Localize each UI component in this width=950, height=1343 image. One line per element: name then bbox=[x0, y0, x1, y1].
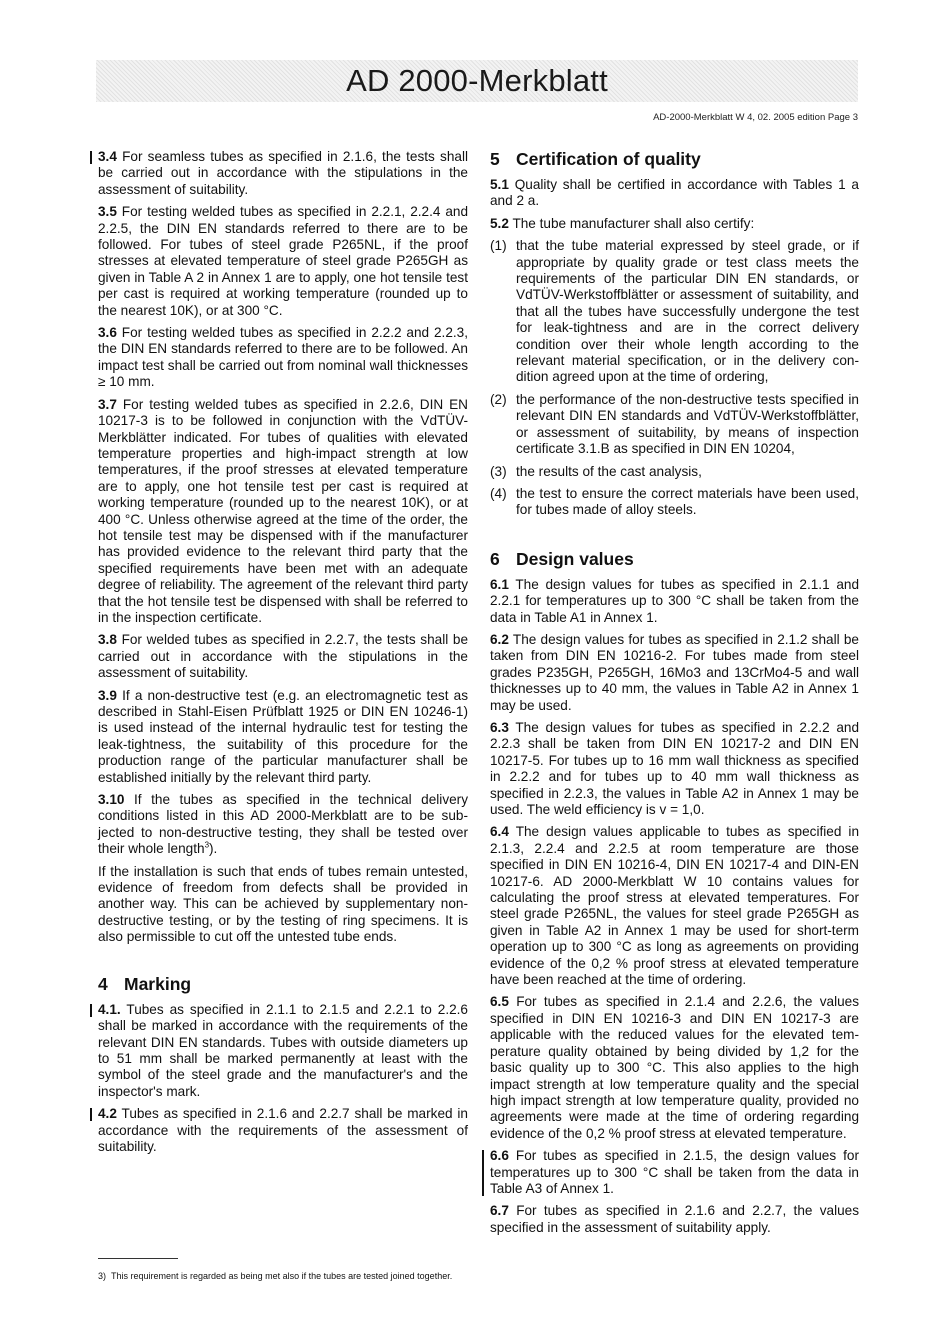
list-item: (4) the test to ensure the correct materials have been used, for tubes made of alloy steels. bbox=[490, 485, 859, 518]
section-5-heading: 5 Certification of quality bbox=[490, 149, 701, 169]
list-item: (1) that the tube material expressed by steel grade, or if appropriate by quality grade or test class meets the requirements of the particular DIN EN standards, or VdTÜV-Werkstoffblätter or assessment of suitability, and that all the tubes have successfully undergone the test for leak-tightness and are in the correct delivery condition over their whole length according to the relevant material specification, or in the delivery condition agreed upon at the time of ordering, bbox=[490, 238, 859, 385]
clause-3-10: 3.10 If the tubes as specified in the technical delivery conditions listed in this AD 2000-Merkblatt are to be subjected to non-destructive testing, they shall be tested over their whole length$^3$). bbox=[98, 792, 468, 857]
clause-6-2: 6.2 The design values for tubes as specified in 2.1.2 shall be taken from DIN EN 10216-2. For tubes made from steel grades P235GH, P265GH, 16Mo3 and 13CrMo4-5 and wall thicknesses up to 40 mm, the values in Table A2 in Annex 1 may be used. bbox=[490, 631, 859, 713]
clause-6-7: 6.7 For tubes as specified in 2.1.6 and 2.2.7, the values specified in the assessment of suitability apply. bbox=[490, 1203, 860, 1235]
footnote-rule bbox=[98, 1258, 178, 1259]
clause-5-2: 5.2 The tube manufacturer shall also certify: bbox=[490, 215, 755, 231]
section-4-heading: 4 Marking bbox=[98, 973, 192, 994]
clause-6-6: 6.6 For tubes as specified in 2.1.5, the design values for temperatures up to 300 °C shall be taken from the data in Table A3 of Annex 1. bbox=[490, 1148, 859, 1196]
footnote-mark: 3) bbox=[98, 1271, 107, 1281]
clause-3-5: 3.5 For testing welded tubes as specified in 2.2.1, 2.2.4 and 2.2.5, the DIN EN standards referred to there are to be followed. For tubes of steel grade P265NL, if the proof stresses at elevated temperature of steel grade P265GH as given in Table A 2 in Annex 1 are to apply, one hot tensile test per cast is required at working temperature (rounded up to the nearest 10K), or at 300 °C. bbox=[98, 204, 469, 318]
footnote-ref: 3 bbox=[204, 840, 210, 850]
footnote bbox=[98, 1271, 470, 1282]
clause-3-9: 3.9 If a non-destructive test (e.g. an electromagnetic test as described in Stahl-Eisen Prüfblatt 1925 or DIN EN 10246-1) is used instead of the internal hydraulic test for testing the leak-tightness, the suitability of this procedure for the production range of the particular manufacturer shall be established initially by the relevant third party. bbox=[98, 687, 469, 785]
list-item: (2) the performance of the non-destructive tests specified in relevant DIN EN standards and VdTÜV-Werkstoffblätter, or assessment of suitability, by means of inspection certificate 3.1.B as specified in DIN EN 10204, bbox=[490, 391, 859, 457]
clause-6-4: 6.4 The design values applicable to tubes as specified in 2.1.3, 2.2.4 and 2.2.5 at room temperature are those specified in DIN EN 10216-4, DIN EN 10217-4 and DIN-EN 10217-6. AD 2000-Merkblatt W 10 contains values for calculating the proof stress at elevated temperatures. For steel grade P265NL, the values for steel grade P265GH as given in Table A2 in Annex 1 may be used for short-term operation up to 300 °C as long as agreements on providing evidence of the 0,2 % proof stress at elevated temperature have been reached at the time of ordering. bbox=[490, 824, 860, 988]
right-column bbox=[490, 149, 859, 1242]
clause-4-1: 4.1. Tubes as specified in 2.1.1 to 2.1.5 and 2.2.1 to 2.2.6 shall be marked in accordance with the requirements of the relevant DIN EN standards. Tubes with outside diameters up to 51 mm shall be marked permanently at least with the symbol of the steel grade and the manufacturer's and the inspector's mark. bbox=[98, 1001, 468, 1099]
document-title: AD 2000-Merkblatt bbox=[346, 63, 608, 98]
clause-4-2: 4.2 Tubes as specified in 2.1.6 and 2.2.7 shall be marked in accordance with the requirements of the assessment of suitability. bbox=[98, 1106, 468, 1154]
clause-3-8: 3.8 For welded tubes as specified in 2.2.7, the tests shall be carried out in accordance with the stipulations in the assessment of suitability. bbox=[98, 632, 469, 681]
header-banner bbox=[96, 60, 858, 102]
clause-3-7: 3.7 For testing welded tubes as specified in 2.2.6, DIN EN 10217-3 is to be followed in conjunction with the VdTÜV-Merkblätter indicated. For tubes of qualities with elevated temperature properties and high-impact strength at low temperatures, if the proof stresses at elevated temperature are to apply, one hot tensile test per cast is required at working temperature (rounded up to the nearest 10K), or at 400 °C. Unless otherwise agreed at the time of the order, the hot tensile test may be dispensed with if the manufacturer has provided evidence to the relevant third party that the specified requirements have been met with an adequate degree of reliability. The agreement of the relevant third party that the hot tensile test be dispensed with shall be referred to in the inspection certificate. bbox=[98, 396, 468, 625]
clause-6-1: 6.1 The design values for tubes as specified in 2.1.1 and 2.2.1 for temperatures up to 300 °C shall be taken from the data in Table A1 in Annex 1. bbox=[490, 576, 860, 625]
edition-line: AD-2000-Merkblatt W 4, 02. 2005 edition Page 3 bbox=[653, 112, 858, 123]
certification-list bbox=[490, 238, 859, 519]
clause-6-3: 6.3 The design values for tubes as specified in 2.2.2 and 2.2.3 shall be taken from DIN EN 10217-2 and DIN EN 10217-5. For tubes up to 16 mm wall thickness as specified in 2.2.2 and for tubes up to 40 mm wall thickness as specified in 2.2.3, the values in Table A2 in Annex 1 may be used. The weld efficiency is v = 1,0. bbox=[490, 719, 860, 817]
section-6-heading: 6 Design values bbox=[490, 548, 634, 569]
list-item: (3) the results of the cast analysis, bbox=[490, 463, 702, 479]
clause-5-1: 5.1 Quality shall be certified in accordance with Tables 1 a and 2 a. bbox=[490, 177, 859, 209]
clause-6-5: 6.5 For tubes as specified in 2.1.4 and 2.2.6, the values specified in DIN EN 10216-3 and DIN EN 10217-3 are applicable with the reduced values for the elevated temperature quality obtained by being divided by 1,2 for the basic quality up to 300 °C. This also applies to the high impact strength at low temperature quality and the special high impact strength at low temperature quality, provided no agreements were made at the time of ordering regarding evidence of the 0,2 % proof stress at elevated temperature. bbox=[490, 994, 860, 1141]
installation-paragraph: If the installation is such that ends of tubes remain untested, evidence of freedom from defects shall be provided in another way. This can be achieved by supplementary non-destructive testing, or by the testing of ring specimens. It is also permissible to cut off the untested tube ends. bbox=[98, 863, 468, 945]
left-column bbox=[98, 149, 468, 1161]
clause-3-4: 3.4 For seamless tubes as specified in 2.1.6, the tests shall be carried out in accordance with the stipulations in the assessment of suitability. bbox=[98, 149, 468, 197]
footnote-text: This requirement is regarded as being met also if the tubes are tested joined together. bbox=[111, 1271, 453, 1281]
clause-3-6: 3.6 For testing welded tubes as specified in 2.2.2 and 2.2.3, the DIN EN standards referred to there are to be followed. An impact test shall be carried out from nominal wall thicknesses ≥ 10 mm. bbox=[98, 325, 469, 390]
